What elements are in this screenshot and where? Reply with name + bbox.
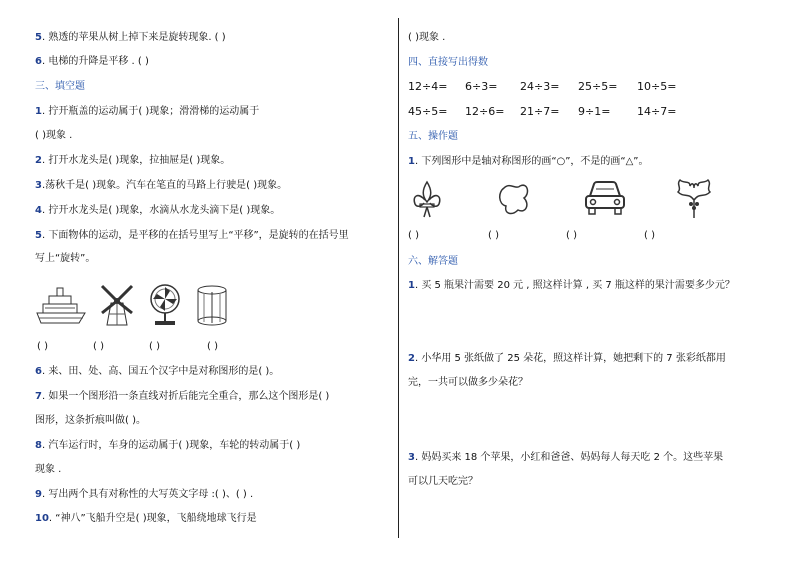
calc-item: 21÷7= <box>520 105 560 118</box>
fill-4: 4. 拧开水龙头是( )现象，水滴从水龙头滴下是( )现象。 <box>35 205 281 216</box>
answer-paren-shape-1[interactable]: ( ) <box>408 230 419 241</box>
answer-paren-fan[interactable]: ( ) <box>149 341 160 352</box>
question-5: 5. 熟透的苹果从树上掉下来是旋转现象. ( ) <box>35 32 226 43</box>
calc-item: 10÷5= <box>637 80 677 93</box>
operation-1: 1. 下列图形中是轴对称图形的画“○”，不是的画“△”。 <box>408 156 649 167</box>
answer-paren-door[interactable]: ( ) <box>207 341 218 352</box>
calc-item: 25÷5= <box>578 80 618 93</box>
calc-item: 14÷7= <box>637 105 677 118</box>
fill-8: 8. 汽车运行时，车身的运动属于( )现象，车轮的转动属于( ) <box>35 440 301 451</box>
solve-2: 2. 小华用 5 张纸做了 25 朵花，照这样计算，她把剩下的 7 张彩纸都用 <box>408 353 726 364</box>
section-title-fill-blank: 三、填空题 <box>35 81 85 92</box>
fill-9: 9. 写出两个具有对称性的大写英文字母 :( )、( ) . <box>35 489 254 500</box>
solve-3-cont: 可以几天吃完？ <box>408 476 478 487</box>
fleur-de-lis-icon <box>412 180 442 220</box>
calc-item: 6÷3= <box>465 80 498 93</box>
answer-paren-shape-2[interactable]: ( ) <box>488 230 499 241</box>
fill-7-cont: 图形，这条折痕叫做( )。 <box>35 415 146 426</box>
solve-3: 3. 妈妈买来 18 个苹果，小红和爸爸、妈妈每人每天吃 2 个。这些苹果 <box>408 452 724 463</box>
fill-10-cont: ( )现象 . <box>408 32 446 43</box>
solve-2-cont: 完，一共可以做多少朵花？ <box>408 377 528 388</box>
answer-paren-ship[interactable]: ( ) <box>37 341 48 352</box>
calc-item: 12÷4= <box>408 80 448 93</box>
answer-paren-shape-4[interactable]: ( ) <box>644 230 655 241</box>
fill-1-cont: ( )现象 . <box>35 130 73 141</box>
fill-3: 3.荡秋千是( )现象。汽车在笔直的马路上行驶是( )现象。 <box>35 180 288 191</box>
section-title-calc: 四、直接写出得数 <box>408 57 488 68</box>
blob-shape-icon <box>496 182 532 218</box>
fill-10: 10. “神八”飞船升空是( )现象，飞船绕地球飞行是 <box>35 513 257 524</box>
fill-5-cont: 写上“旋转”。 <box>35 253 96 264</box>
fill-7: 7. 如果一个图形沿一条直线对折后能完全重合，那么这个图形是( ) <box>35 391 330 402</box>
calc-item: 12÷6= <box>465 105 505 118</box>
holly-leaf-icon <box>674 178 714 220</box>
windmill-image <box>97 283 137 327</box>
section-title-solve: 六、解答题 <box>408 256 458 267</box>
solve-1: 1. 买 5 瓶果汁需要 20 元 , 照这样计算 , 买 7 瓶这样的果汁需要多少元？ <box>408 280 735 291</box>
section-title-operation: 五、操作题 <box>408 131 458 142</box>
answer-paren-windmill[interactable]: ( ) <box>93 341 104 352</box>
fan-image <box>147 283 183 327</box>
question-6: 6. 电梯的升降是平移 . ( ) <box>35 56 149 67</box>
fill-6: 6. 来、田、处、高、国五个汉字中是对称图形的是( )。 <box>35 366 280 377</box>
revolving-door-image <box>195 285 229 327</box>
answer-paren-shape-3[interactable]: ( ) <box>566 230 577 241</box>
calc-item: 45÷5= <box>408 105 448 118</box>
column-divider <box>398 18 399 538</box>
calc-item: 9÷1= <box>578 105 611 118</box>
fill-8-cont: 现象 . <box>35 464 62 475</box>
fill-5: 5. 下面物体的运动，是平移的在括号里写上“平移”，是旋转的在括号里 <box>35 230 349 241</box>
car-icon <box>584 180 626 218</box>
calc-item: 24÷3= <box>520 80 560 93</box>
fill-1: 1. 拧开瓶盖的运动属于( )现象；滑滑梯的运动属于 <box>35 106 260 117</box>
fill-2: 2. 打开水龙头是( )现象，拉抽屉是( )现象。 <box>35 155 231 166</box>
ship-image <box>35 285 87 325</box>
